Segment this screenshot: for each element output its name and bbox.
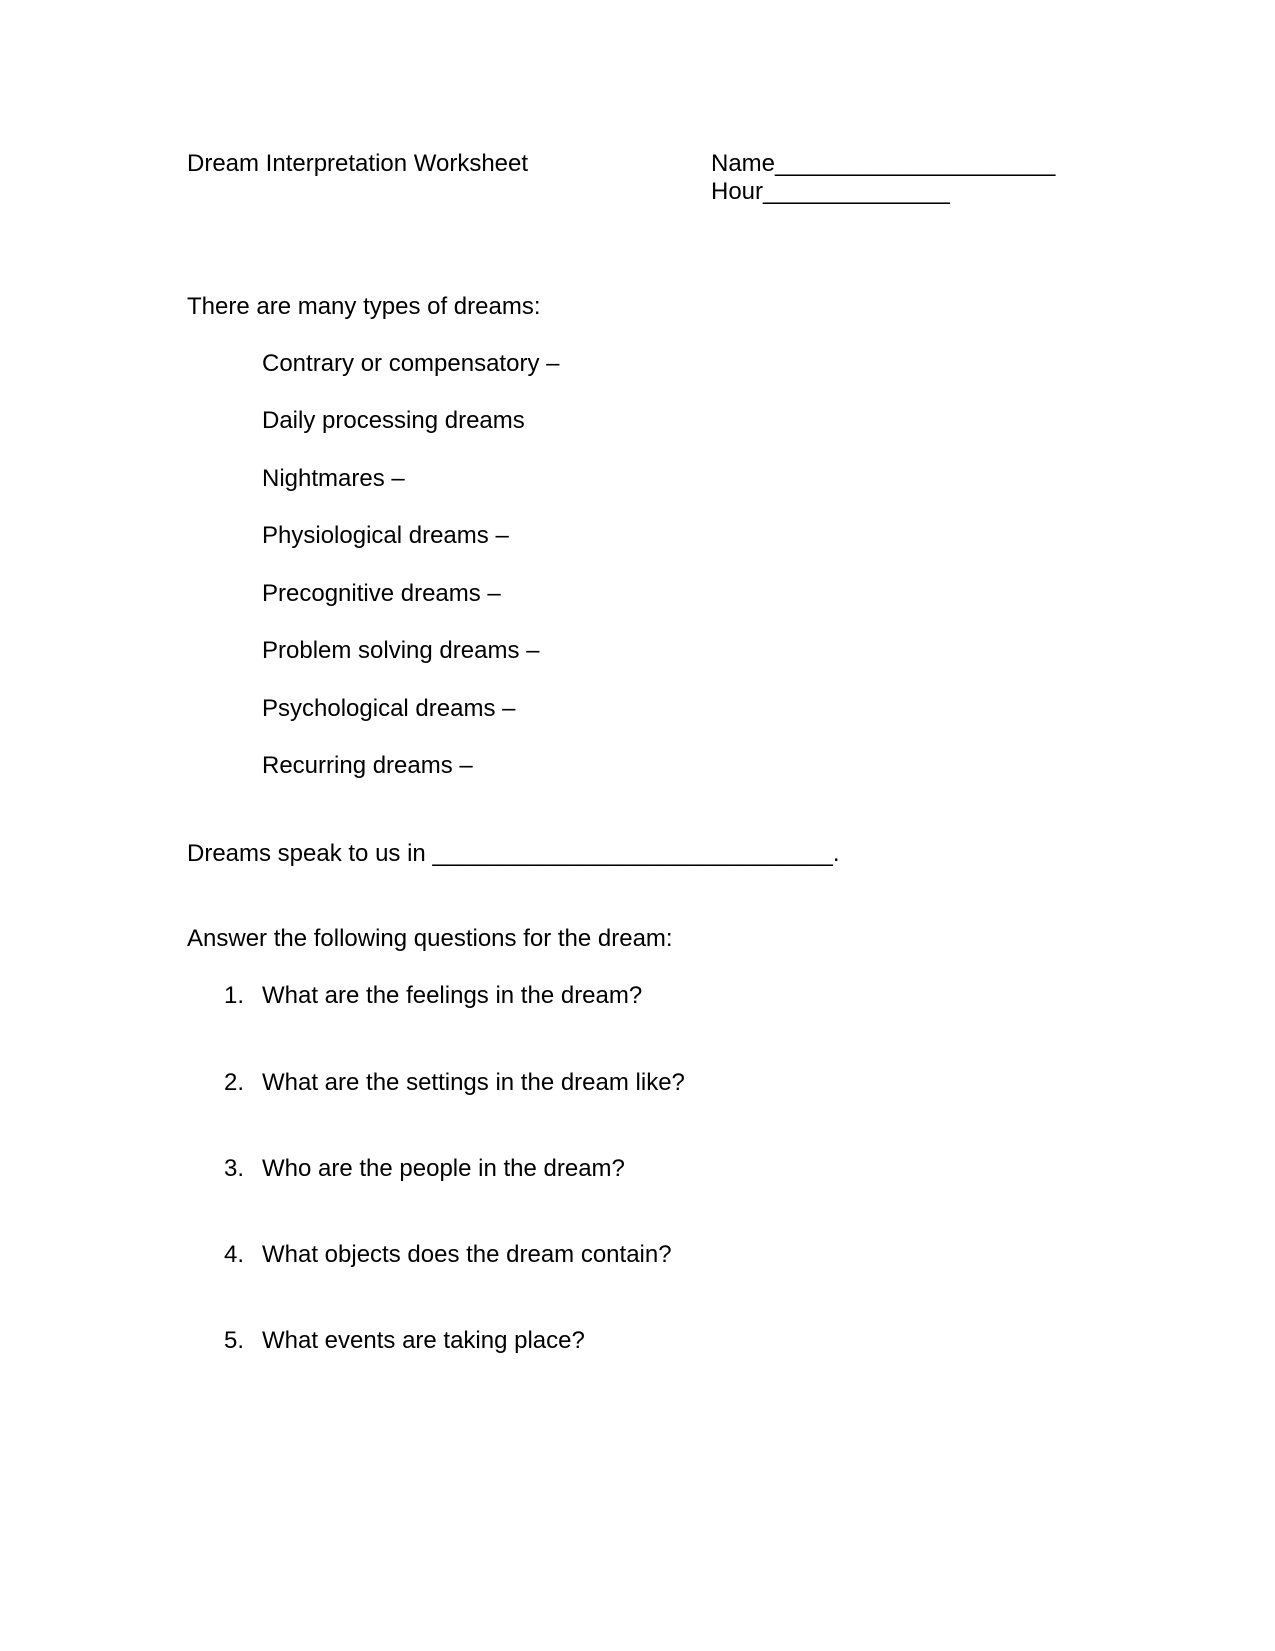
question-number: 1.	[224, 982, 245, 1009]
question-text: Who are the people in the dream?	[262, 1155, 625, 1182]
dream-types-intro: There are many types of dreams:	[187, 293, 541, 320]
dreams-speak-line: Dreams speak to us in ______________________________.	[187, 840, 840, 867]
question-number: 2.	[224, 1069, 245, 1096]
question-text: What are the settings in the dream like?	[262, 1069, 685, 1096]
dream-type-item: Precognitive dreams –	[262, 580, 501, 607]
name-field: Name_____________________	[711, 150, 1056, 177]
question-number: 3.	[224, 1155, 245, 1182]
dream-type-item: Nightmares –	[262, 465, 405, 492]
dream-type-item: Daily processing dreams	[262, 407, 525, 434]
question-text: What events are taking place?	[262, 1327, 585, 1354]
question-text: What objects does the dream contain?	[262, 1241, 672, 1268]
worksheet-title: Dream Interpretation Worksheet	[187, 150, 529, 177]
hour-field: Hour______________	[711, 178, 950, 205]
dream-type-item: Psychological dreams –	[262, 695, 516, 722]
questions-instructions: Answer the following questions for the dream:	[187, 925, 673, 952]
dream-type-item: Physiological dreams –	[262, 522, 509, 549]
question-number: 4.	[224, 1241, 245, 1268]
question-number: 5.	[224, 1327, 245, 1354]
dream-type-item: Problem solving dreams –	[262, 637, 540, 664]
question-text: What are the feelings in the dream?	[262, 982, 643, 1009]
dream-type-item: Contrary or compensatory –	[262, 350, 560, 377]
dream-type-item: Recurring dreams –	[262, 752, 473, 779]
